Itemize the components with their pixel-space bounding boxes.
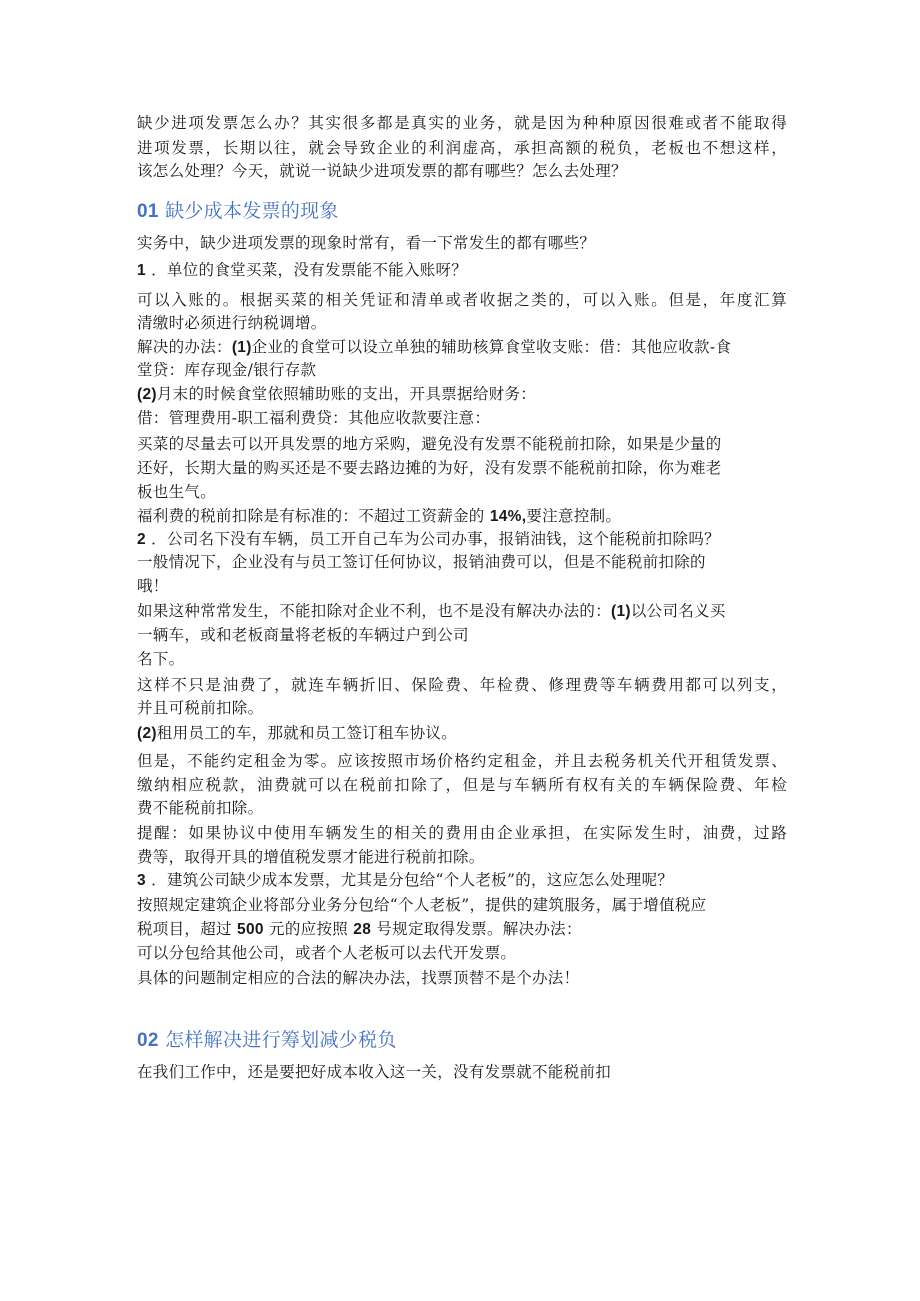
q2-rent-line (137, 722, 457, 745)
q2-benefit-line-2: 并且可税前扣除。 (137, 699, 264, 717)
q3-regulation-number: 28 (353, 921, 372, 938)
section-2-title: 怎样解决进行筹划减少税负 (165, 1029, 397, 1051)
q1-solution-prefix: 解决的办法： (137, 338, 232, 356)
q1-answer-line-1: 可以入账的。根据买菜的相关凭证和清单或者收据之类的，可以入账。但是，年度汇算 (137, 291, 787, 309)
q1-note-line-3: 板也生气。 (137, 483, 217, 501)
q1-solution-number-2: (2) (137, 386, 157, 403)
q2-reminder-line-2: 费等，取得开具的增值税发票才能进行税前扣除。 (137, 848, 485, 866)
q1-solution-line-3 (137, 383, 536, 406)
q1-solution-line-1 (137, 336, 731, 359)
q2-solution-number-1: (1) (611, 603, 631, 620)
intro-line-2: 进项发票，长期以往，就会导致企业的利润虚高，承担高额的税负，老板也不想这样， (137, 139, 787, 157)
q2-solution-prefix: 如果这种常常发生，不能扣除对企业不利，也不是没有解决办法的： (137, 602, 612, 620)
q2-solution-line-1 (137, 600, 726, 623)
q2-solution-line-2: 一辆车，或和老板商量将老板的车辆过户到公司 (137, 626, 469, 644)
question-3-number: 3 (137, 872, 146, 889)
q1-entry-line: 借：管理费用-职工福利费贷：其他应收款要注意： (137, 409, 491, 427)
question-2-text: ．公司名下没有车辆，员工开自己车为公司办事，报销油钱，这个能税前扣除吗？ (151, 530, 720, 548)
q3-amount: 500 (237, 921, 264, 938)
section-1-number: 01 (137, 201, 159, 222)
q2-rent-detail-line-1: 但是，不能约定租金为零。应该按照市场价格约定租金，并且去税务机关代开租赁发票、 (137, 752, 787, 770)
section-1-heading (137, 199, 339, 224)
q1-solution-line-2: 堂贷：库存现金/银行存款 (137, 361, 317, 379)
q1-welfare-suffix: 要注意控制。 (526, 507, 622, 525)
q2-reminder-line-1: 提醒：如果协议中使用车辆发生的相关的费用由企业承担，在实际发生时，油费，过路 (137, 824, 787, 842)
q2-solution-line-3: 名下。 (137, 650, 185, 668)
q1-welfare-prefix: 福利费的税前扣除是有标准的：不超过工资薪金的 (137, 507, 485, 525)
intro-line-3: 该怎么处理？今天，就说一说缺少进项发票的都有哪些？怎么去处理？ (137, 162, 627, 180)
q1-note-line-2: 还好，长期大量的购买还是不要去路边摊的为好，没有发票不能税前扣除，你为难老 (137, 459, 722, 477)
q2-benefit-line-1: 这样不只是油费了，就连车辆折旧、保险费、年检费、修理费等车辆费用都可以列支， (137, 676, 787, 694)
q1-welfare-percent: 14%, (489, 508, 527, 525)
q3-answer-prefix: 税项目，超过 (137, 920, 232, 938)
question-3 (137, 869, 673, 892)
section-2-paragraph: 在我们工作中，还是要把好成本收入这一关，没有发票就不能税前扣 (137, 1063, 612, 1081)
q2-solution-number-2: (2) (137, 725, 157, 742)
q2-answer-line-1: 一般情况下，企业没有与员工签订任何协议，报销油费可以，但是不能税前扣除的 (137, 553, 706, 571)
section-2-heading (137, 1028, 397, 1053)
q2-answer-line-2: 哦！ (137, 577, 169, 595)
question-1 (137, 259, 467, 282)
section-1-intro: 实务中，缺少进项发票的现象时常有，看一下常发生的都有哪些？ (137, 234, 596, 252)
q1-solution-number-1: (1) (231, 339, 252, 356)
q2-rent-text: 租用员工的车，那就和员工签订租车协议。 (156, 724, 458, 742)
q3-answer-line-4: 具体的问题制定相应的合法的解决办法，找票顶替不是个办法！ (137, 969, 580, 987)
question-3-text: ．建筑公司缺少成本发票，尤其是分包给“个人老板”的，这应怎么处理呢？ (151, 871, 674, 889)
q1-answer-line-2: 清缴时必须进行纳税调增。 (137, 314, 327, 332)
q1-welfare-line (137, 505, 621, 528)
intro-line-1: 缺少进项发票怎么办？其实很多都是真实的业务，就是因为种种原因很难或者不能取得 (137, 114, 787, 132)
q3-answer-line-3: 可以分包给其他公司，或者个人老板可以去代开发票。 (137, 944, 517, 962)
q3-answer-line-2 (137, 918, 582, 941)
q3-answer-suffix: 号规定取得发票。解决办法： (376, 920, 582, 938)
q1-solution-text-1: 企业的食堂可以设立单独的辅助核算食堂收支账：借：其他应收款-食 (251, 338, 732, 356)
q3-answer-line-1: 按照规定建筑企业将部分业务分包给“个人老板”，提供的建筑服务，属于增值税应 (137, 896, 707, 914)
section-2-number: 02 (137, 1030, 159, 1051)
q3-answer-middle: 元的应按照 (269, 920, 349, 938)
q1-note-line-1: 买菜的尽量去可以开具发票的地方采购，避免没有发票不能税前扣除，如果是少量的 (137, 435, 722, 453)
q2-rent-detail-line-2: 缴纳相应税款，油费就可以在税前扣除了，但是与车辆所有权有关的车辆保险费、年检 (137, 776, 787, 794)
question-1-number: 1 (137, 262, 146, 279)
question-2 (137, 528, 720, 551)
q2-rent-detail-line-3: 费不能税前扣除。 (137, 799, 264, 817)
q2-solution-suffix: 以公司名义买 (630, 602, 726, 620)
q1-solution-text-2: 月末的时候食堂依照辅助账的支出，开具票据给财务： (156, 385, 537, 403)
question-2-number: 2 (137, 531, 146, 548)
question-1-text: ．单位的食堂买菜，没有发票能不能入账呀？ (151, 261, 468, 279)
section-1-title: 缺少成本发票的现象 (165, 200, 339, 222)
